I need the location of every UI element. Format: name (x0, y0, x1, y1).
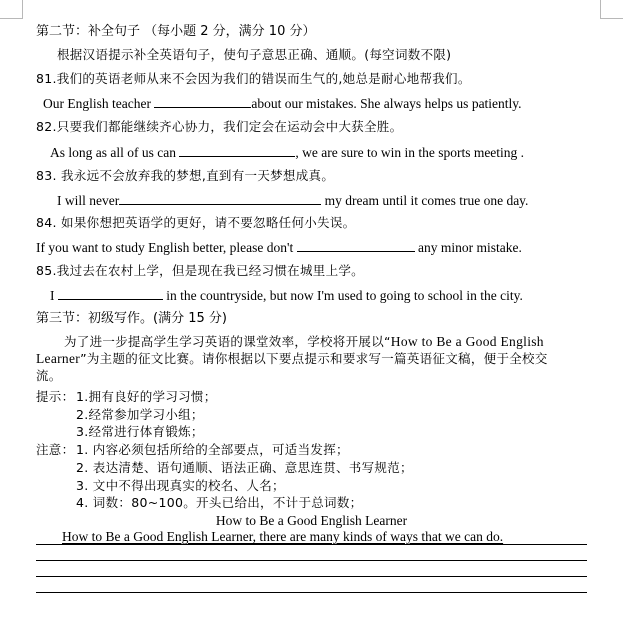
writing-line[interactable] (36, 560, 587, 561)
page-corner-mark-right (600, 0, 623, 19)
intro-text: 为了进一步提高学生学习英语的课堂效率，学校将开展以“ (64, 334, 391, 349)
question-83-chinese: 83. 我永远不会放弃我的梦想,直到有一天梦想成真。 (36, 168, 335, 183)
tip-item: 3.经常进行体育锻炼； (76, 424, 204, 439)
question-84-english (36, 238, 522, 257)
question-84-text-after: any minor mistake. (414, 240, 522, 255)
note-item: 4. 词数：80~100。开头已给出，不计于总词数； (76, 495, 363, 510)
section3-title: 第三节：初级写作。(满分 15 分) (36, 311, 227, 326)
question-81-text-after: about our mistakes. She always helps us patiently. (251, 96, 522, 111)
notes-label: 注意： (36, 442, 75, 457)
question-81-english (43, 94, 522, 113)
tip-item: 2.经常参加学习小组； (76, 407, 204, 422)
answer-blank-85[interactable] (58, 286, 163, 300)
section2-instruction: 根据汉语提示补全英语句子，使句子意思正确、通顺。(每空词数不限) (57, 47, 452, 62)
question-82-text-before: As long as all of us can (50, 145, 180, 160)
page-corner-mark-left (0, 0, 23, 19)
question-85-text-after: in the countryside, but now I'm used to going to school in the city. (162, 288, 523, 303)
answer-blank-81[interactable] (154, 94, 251, 108)
question-81-chinese: 81.我们的英语老师从来不会因为我们的错误而生气的,她总是耐心地帮我们。 (36, 71, 471, 86)
section3-intro-line-2 (36, 350, 548, 368)
question-82-chinese: 82.只要我们都能继续齐心协力，我们定会在运动会中大获全胜。 (36, 119, 403, 134)
question-83-text-after: my dream until it comes true one day. (321, 193, 529, 208)
note-item: 2. 表达清楚、语句通顺、语法正确、意思连贯、书写规范； (76, 460, 413, 475)
writing-line[interactable] (36, 592, 587, 593)
question-83-text-before: I will never (57, 193, 120, 208)
note-item: 1. 内容必须包括所给的全部要点，可适当发挥； (76, 442, 349, 457)
section2-title: 第二节：补全句子 （每小题 2 分，满分 10 分） (36, 24, 316, 39)
question-83-english (57, 191, 528, 210)
note-item: 3. 文中不得出现真实的校名、人名； (76, 478, 285, 493)
answer-blank-83[interactable] (119, 191, 321, 205)
question-81-text-before: Our English teacher (43, 96, 155, 111)
answer-blank-84[interactable] (297, 238, 415, 252)
tips-label: 提示： (36, 389, 75, 404)
section3-intro-line-1 (64, 333, 544, 351)
question-84-chinese: 84. 如果你想把英语学的更好，请不要忽略任何小失误。 (36, 215, 356, 230)
writing-line[interactable] (36, 576, 587, 577)
writing-line[interactable] (36, 544, 587, 545)
answer-blank-82[interactable] (179, 143, 295, 157)
intro-topic-end: Learner (36, 351, 81, 366)
essay-title: How to Be a Good English Learner (215, 513, 408, 528)
intro-text-cont: ”为主题的征文比赛。请你根据以下要点提示和要求写一篇英语征文稿，便于全校交 (80, 351, 548, 366)
section3-intro-line-3: 流。 (36, 368, 62, 383)
question-82-english (50, 143, 524, 162)
question-85-text-before: I (50, 288, 58, 303)
intro-topic: How to Be a Good English (390, 334, 544, 349)
tip-item: 1.拥有良好的学习习惯； (76, 389, 217, 404)
essay-opening-sentence: How to Be a Good English Learner, there are many kinds of ways that we can do. (62, 529, 504, 544)
question-84-text-before: If you want to study English better, please don't (36, 240, 297, 255)
question-85-chinese: 85.我过去在农村上学，但是现在我已经习惯在城里上学。 (36, 263, 364, 278)
question-82-text-after: , we are sure to win in the sports meeting . (295, 145, 525, 160)
question-85-english (50, 286, 523, 305)
